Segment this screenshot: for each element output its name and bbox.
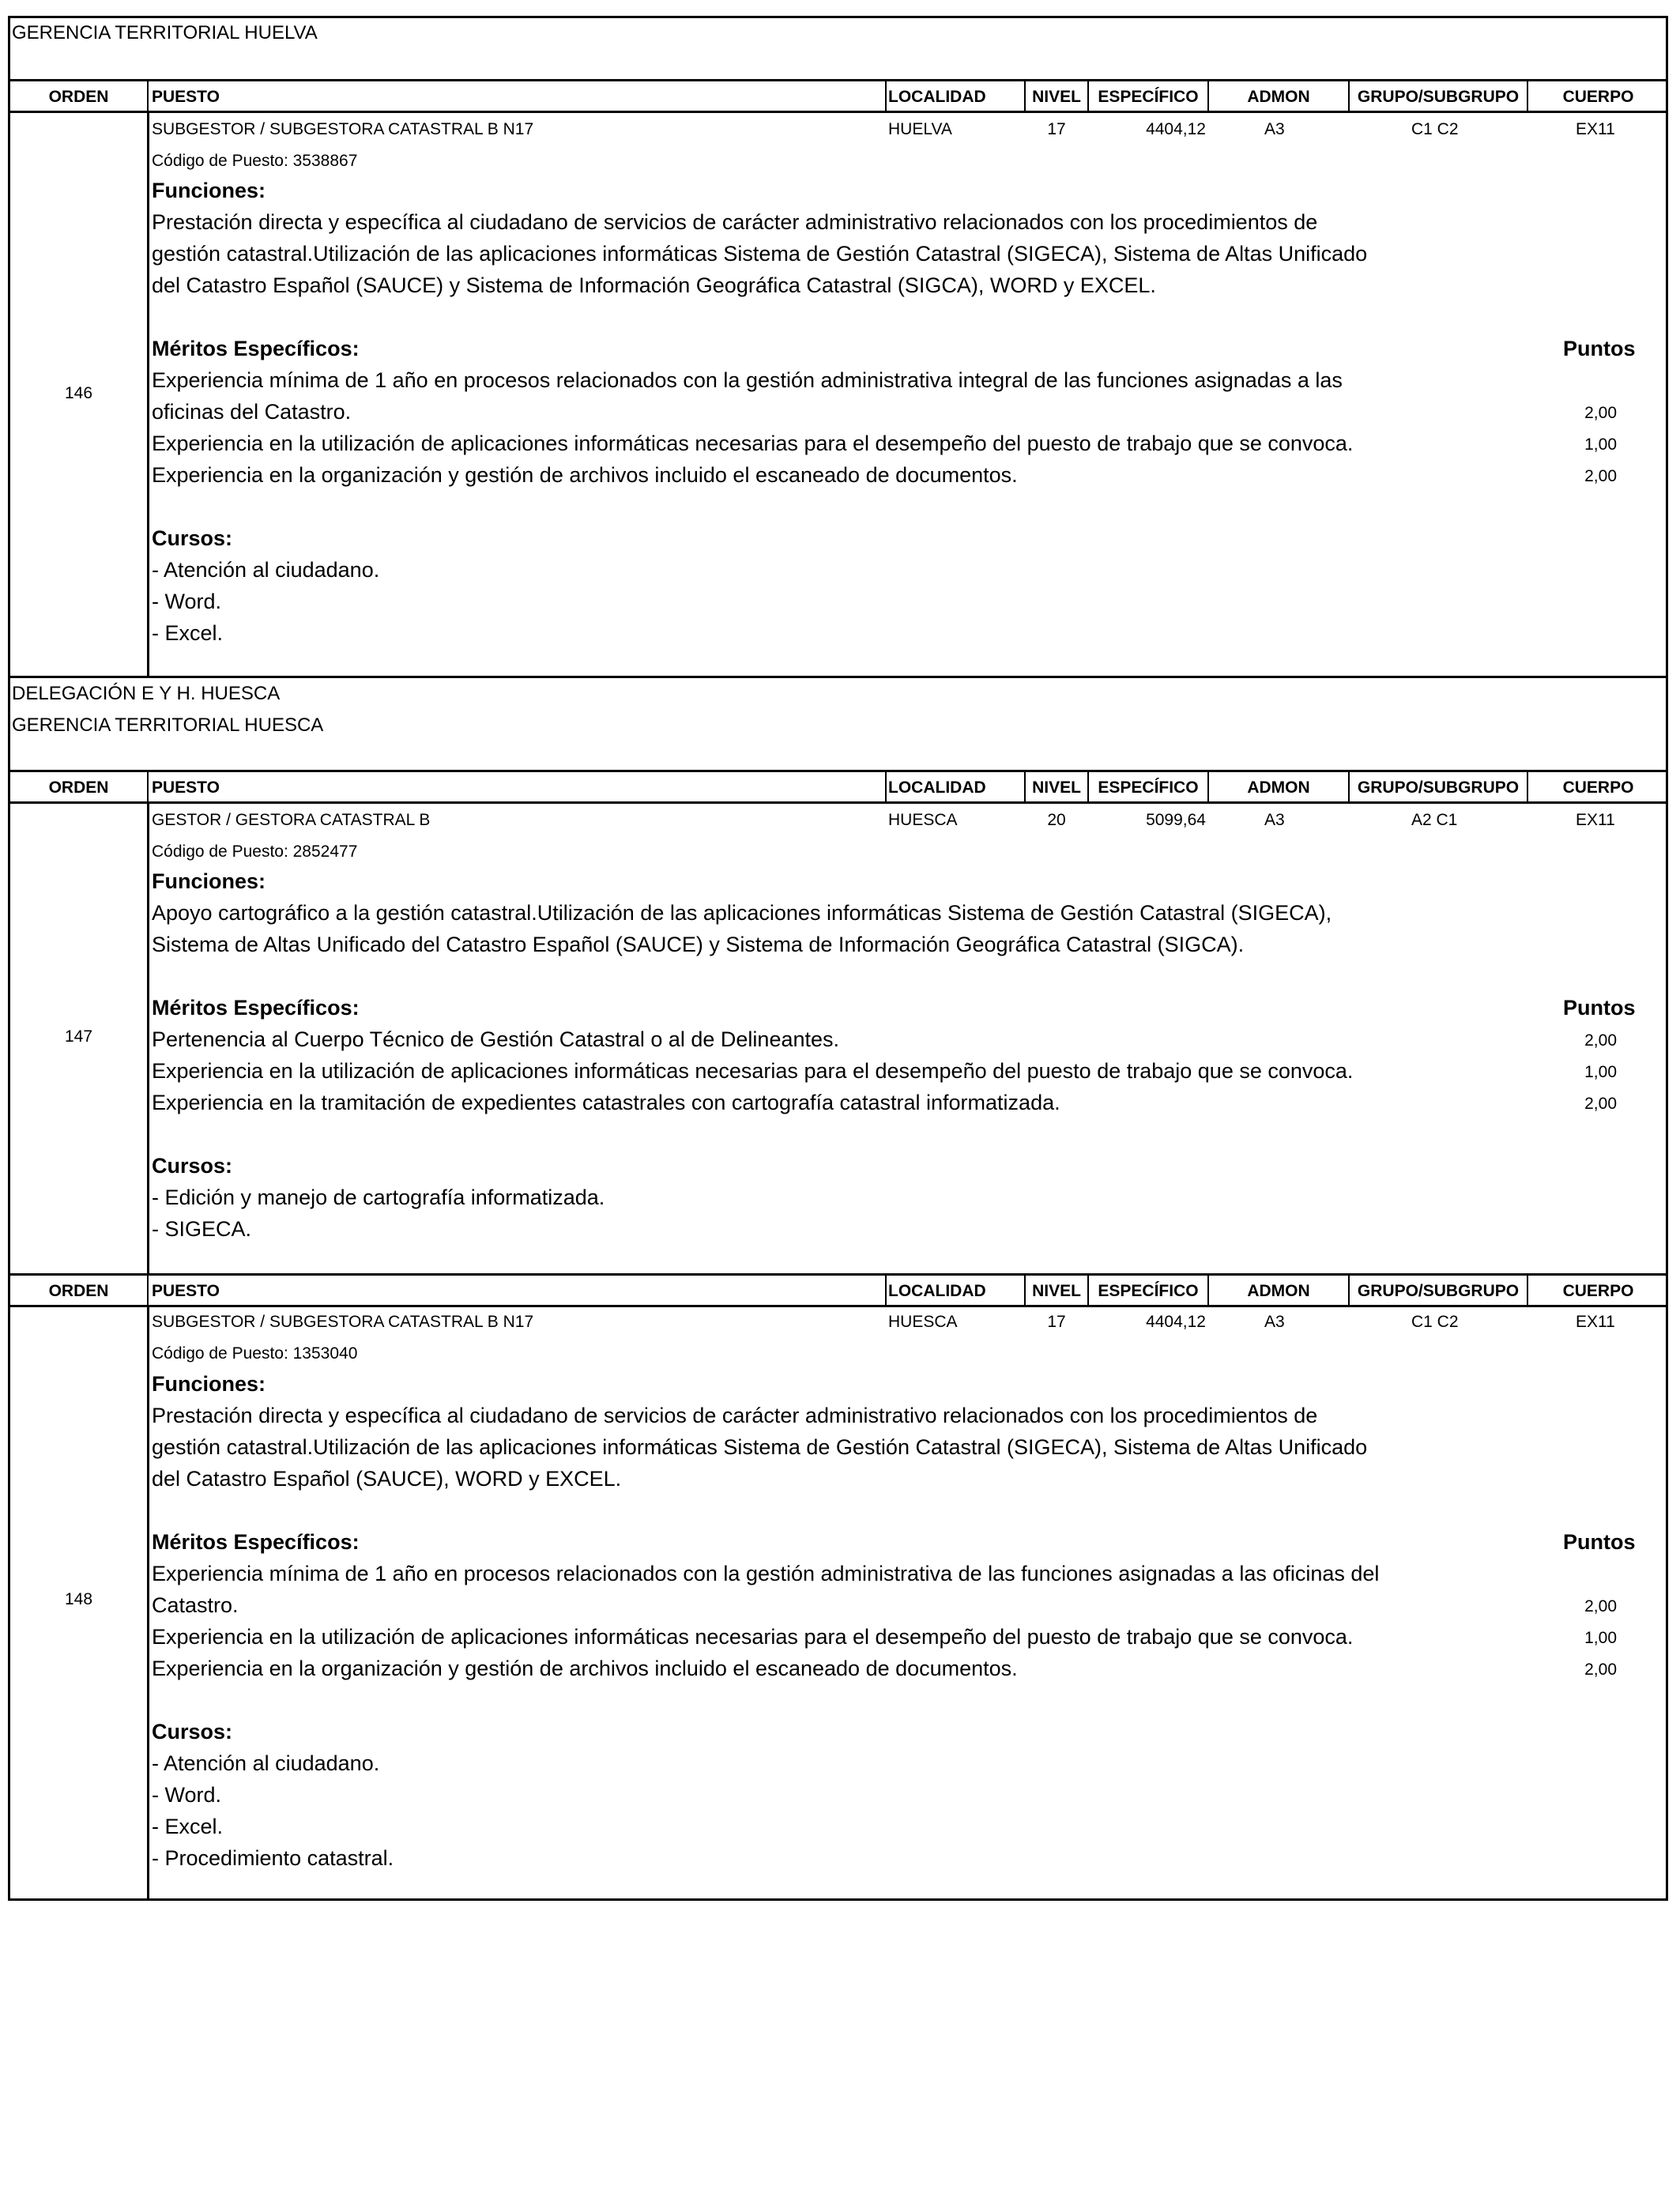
orden-value: 148: [64, 1590, 93, 1608]
header-orden: ORDEN: [48, 1282, 109, 1300]
orden-divider: [147, 801, 149, 1276]
funciones-line: Prestación directa y específica al ciudadano de servicios de carácter administrativo relacionados con los procedimientos de: [152, 1404, 1318, 1427]
divider: [8, 1305, 1668, 1307]
punto-value: 1,00: [1584, 1629, 1617, 1647]
divider: [8, 111, 1668, 113]
puntos-label: Puntos: [1563, 337, 1636, 360]
merito-line: Pertenencia al Cuerpo Técnico de Gestión Catastral o al de Delineantes.: [152, 1027, 840, 1051]
puesto-value: GESTOR / GESTORA CATASTRAL B: [152, 811, 431, 829]
funciones-line: gestión catastral.Utilización de las aplicaciones informáticas Sistema de Gestión Catastral (SIGECA), Sistema de Altas Unificado: [152, 1435, 1368, 1459]
merito-line: Experiencia en la utilización de aplicaciones informáticas necesarias para el desempeño del puesto de trabajo que se convoca.: [152, 432, 1354, 455]
header-admon: ADMON: [1247, 778, 1310, 797]
merito-line: Experiencia en la utilización de aplicaciones informáticas necesarias para el desempeño del puesto de trabajo que se convoca.: [152, 1625, 1354, 1649]
divider: [8, 770, 1668, 772]
region-delegacion-huesca: DELEGACIÓN E Y H. HUESCA: [12, 683, 281, 704]
curso-line: - Procedimiento catastral.: [152, 1846, 394, 1870]
header-grupo: GRUPO/SUBGRUPO: [1357, 1282, 1520, 1300]
header-grupo: GRUPO/SUBGRUPO: [1357, 778, 1520, 797]
grupo-value: C1 C2: [1411, 120, 1459, 138]
grupo-value: C1 C2: [1411, 1313, 1459, 1331]
curso-line: - Atención al ciudadano.: [152, 558, 380, 582]
punto-value: 2,00: [1584, 467, 1617, 485]
curso-line: - Edición y manejo de cartografía informatizada.: [152, 1186, 605, 1209]
nivel-value: 20: [1047, 811, 1066, 829]
cursos-label: Cursos:: [152, 526, 233, 550]
document-table-frame: [8, 16, 1668, 1901]
cursos-label: Cursos:: [152, 1720, 233, 1744]
especifico-value: 5099,64: [1146, 811, 1206, 829]
header-especifico: ESPECÍFICO: [1098, 1282, 1199, 1300]
col-divider: [147, 770, 149, 803]
meritos-label: Méritos Específicos:: [152, 996, 360, 1020]
funciones-line: Prestación directa y específica al ciudadano de servicios de carácter administrativo relacionados con los procedimientos de: [152, 210, 1318, 234]
divider: [8, 801, 1668, 804]
header-admon: ADMON: [1247, 88, 1310, 106]
codigo-puesto: Código de Puesto: 3538867: [152, 152, 358, 170]
merito-line: Catastro.: [152, 1593, 239, 1617]
header-localidad: LOCALIDAD: [888, 778, 986, 797]
merito-line: Experiencia en la organización y gestión de archivos incluido el escaneado de documentos.: [152, 463, 1018, 487]
nivel-value: 17: [1047, 120, 1066, 138]
curso-line: - SIGECA.: [152, 1217, 252, 1241]
especifico-value: 4404,12: [1146, 120, 1206, 138]
region-gerencia-huesca: GERENCIA TERRITORIAL HUESCA: [12, 714, 324, 736]
codigo-puesto: Código de Puesto: 2852477: [152, 843, 358, 861]
admon-value: A3: [1264, 1313, 1285, 1331]
col-divider: [147, 1273, 149, 1306]
header-especifico: ESPECÍFICO: [1098, 88, 1199, 106]
curso-line: - Excel.: [152, 621, 224, 645]
funciones-line: del Catastro Español (SAUCE), WORD y EXCEL.: [152, 1467, 622, 1491]
header-puesto: PUESTO: [152, 778, 220, 797]
merito-line: Experiencia en la organización y gestión de archivos incluido el escaneado de documentos.: [152, 1657, 1018, 1680]
col-divider: [885, 79, 887, 112]
localidad-value: HUELVA: [888, 120, 952, 138]
col-divider: [147, 79, 149, 112]
meritos-label: Méritos Específicos:: [152, 337, 360, 360]
header-nivel: NIVEL: [1032, 88, 1081, 106]
funciones-line: gestión catastral.Utilización de las aplicaciones informáticas Sistema de Gestión Catastral (SIGECA), Sistema de Altas Unificado: [152, 242, 1368, 266]
punto-value: 2,00: [1584, 1597, 1617, 1615]
col-divider: [885, 770, 887, 803]
localidad-value: HUESCA: [888, 811, 958, 829]
puntos-label: Puntos: [1563, 996, 1636, 1020]
funciones-label: Funciones:: [152, 179, 266, 202]
cursos-label: Cursos:: [152, 1154, 233, 1178]
col-divider: [885, 1273, 887, 1306]
punto-value: 2,00: [1584, 1661, 1617, 1679]
funciones-line: Sistema de Altas Unificado del Catastro Español (SAUCE) y Sistema de Información Geográfica Catastral (SIGCA).: [152, 933, 1245, 956]
punto-value: 2,00: [1584, 404, 1617, 422]
orden-value: 146: [64, 384, 93, 402]
header-localidad: LOCALIDAD: [888, 1282, 986, 1300]
nivel-value: 17: [1047, 1313, 1066, 1331]
header-puesto: PUESTO: [152, 88, 220, 106]
orden-value: 147: [64, 1027, 93, 1046]
header-especifico: ESPECÍFICO: [1098, 778, 1199, 797]
puesto-value: SUBGESTOR / SUBGESTORA CATASTRAL B N17: [152, 1313, 534, 1331]
puesto-value: SUBGESTOR / SUBGESTORA CATASTRAL B N17: [152, 120, 534, 138]
merito-line: Experiencia mínima de 1 año en procesos relacionados con la gestión administrativa de las funciones asignadas a las oficinas del: [152, 1562, 1380, 1585]
header-orden: ORDEN: [48, 778, 109, 797]
meritos-label: Méritos Específicos:: [152, 1530, 360, 1554]
punto-value: 2,00: [1584, 1095, 1617, 1113]
cuerpo-value: EX11: [1576, 120, 1615, 138]
header-grupo: GRUPO/SUBGRUPO: [1357, 88, 1520, 106]
localidad-value: HUESCA: [888, 1313, 958, 1331]
grupo-value: A2 C1: [1411, 811, 1458, 829]
orden-divider: [147, 111, 149, 677]
header-admon: ADMON: [1247, 1282, 1310, 1300]
funciones-label: Funciones:: [152, 869, 266, 893]
merito-line: Experiencia en la utilización de aplicaciones informáticas necesarias para el desempeño del puesto de trabajo que se convoca.: [152, 1059, 1354, 1083]
header-nivel: NIVEL: [1032, 1282, 1081, 1300]
cuerpo-value: EX11: [1576, 811, 1615, 829]
funciones-line: Apoyo cartográfico a la gestión catastral.Utilización de las aplicaciones informáticas Sistema de Gestión Catastral (SIGECA),: [152, 901, 1332, 925]
header-nivel: NIVEL: [1032, 778, 1081, 797]
punto-value: 1,00: [1584, 1063, 1617, 1081]
cuerpo-value: EX11: [1576, 1313, 1615, 1331]
header-localidad: LOCALIDAD: [888, 88, 986, 106]
header-cuerpo: CUERPO: [1562, 1282, 1634, 1300]
admon-value: A3: [1264, 811, 1285, 829]
funciones-line: del Catastro Español (SAUCE) y Sistema de Información Geográfica Catastral (SIGCA), WORD y EXCEL.: [152, 273, 1156, 297]
divider: [8, 1273, 1668, 1276]
codigo-puesto: Código de Puesto: 1353040: [152, 1344, 358, 1363]
puntos-label: Puntos: [1563, 1530, 1636, 1554]
header-cuerpo: CUERPO: [1562, 778, 1634, 797]
punto-value: 1,00: [1584, 435, 1617, 454]
region-gerencia-huelva: GERENCIA TERRITORIAL HUELVA: [12, 22, 318, 43]
funciones-label: Funciones:: [152, 1372, 266, 1396]
punto-value: 2,00: [1584, 1031, 1617, 1050]
curso-line: - Word.: [152, 590, 222, 613]
orden-divider: [147, 1305, 149, 1901]
divider: [8, 676, 1668, 678]
admon-value: A3: [1264, 120, 1285, 138]
merito-line: oficinas del Catastro.: [152, 400, 352, 424]
divider: [8, 79, 1668, 81]
header-puesto: PUESTO: [152, 1282, 220, 1300]
curso-line: - Excel.: [152, 1815, 224, 1838]
merito-line: Experiencia mínima de 1 año en procesos relacionados con la gestión administrativa integral de las funciones asignadas a las: [152, 368, 1343, 392]
header-orden: ORDEN: [48, 88, 109, 106]
merito-line: Experiencia en la tramitación de expedientes catastrales con cartografía catastral informatizada.: [152, 1091, 1060, 1114]
curso-line: - Word.: [152, 1783, 222, 1807]
header-cuerpo: CUERPO: [1562, 88, 1634, 106]
curso-line: - Atención al ciudadano.: [152, 1751, 380, 1775]
especifico-value: 4404,12: [1146, 1313, 1206, 1331]
